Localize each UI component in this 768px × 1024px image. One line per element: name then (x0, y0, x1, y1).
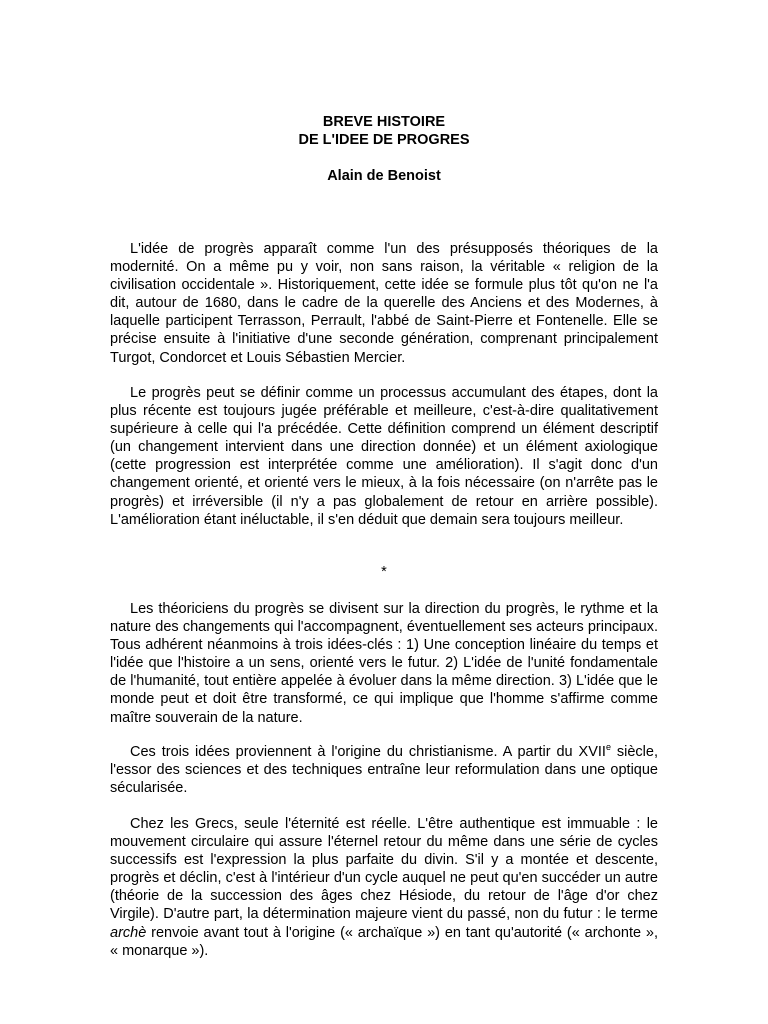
century-superscript: e (605, 742, 611, 753)
paragraph-5-text-start: Chez les Grecs, seule l'éternité est réelle. L'être authentique est immuable : le mouvement circulaire qui assure l'éternel retour du même dans une série de cycles successifs est l'expression la plus parfaite du divin. S'il y a montée et descente, progrès et déclin, c'est à l'intérieur d'un cycle auquel ne peut qu'en succéder un autre (théorie de la succession des âges chez Hésiode, du retour de l'âge d'or chez Virgile). D'autre part, la détermination majeure vient du passé, non du futur : le terme (110, 816, 658, 923)
title-line-1: BREVE HISTOIRE (322, 114, 446, 130)
paragraph-5-text-end: renvoie avant tout à l'origine (« archaïque ») en tant qu'autorité (« archonte », « monarque »). (110, 924, 658, 959)
paragraph-4-text-start: Ces trois idées proviennent à l'origine du christianisme. A partir du XVII (130, 744, 606, 760)
paragraph-4-text-end: siècle, l'essor des sciences et des techniques entraîne leur reformulation dans une optique sécularisée. (110, 744, 658, 797)
section-separator: * (381, 564, 387, 580)
paragraph-4 (110, 743, 658, 797)
paragraph-2: Le progrès peut se définir comme un processus accumulant des étapes, dont la plus récente est toujours jugée préférable et meilleure, c'est-à-dire qualitativement supérieure à celle qui l'a précédée. Cette définition comprend un élément descriptif (un changement intervient dans une direction donnée) et un élément axiologique (cette progression est interprétée comme une amélioration). Il s'agit donc d'un changement orienté, et orienté vers le mieux, à la fois nécessaire (on n'arrête pas le progrès) et irréversible (il n'y a pas globalement de retour en arrière possible). L'amélioration étant inéluctable, il s'en déduit que demain sera toujours meilleur. (110, 385, 658, 528)
paragraph-5 (110, 815, 658, 960)
title-line-2: DE L'IDEE DE PROGRES (298, 132, 470, 148)
paragraph-1: L'idée de progrès apparaît comme l'un des présupposés théoriques de la modernité. On a même pu y voir, non sans raison, la véritable « religion de la civilisation occidentale ». Historiquement, cette idée se formule plus tôt qu'on ne l'a dit, autour de 1680, dans le cadre de la querelle des Anciens et des Modernes, à laquelle participent Terrasson, Perrault, l'abbé de Saint-Pierre et Fontenelle. Elle se précise ensuite à l'initiative d'une seconde génération, comprenant principalement Turgot, Condorcet et Louis Sébastien Mercier. (110, 241, 658, 366)
paragraph-3: Les théoriciens du progrès se divisent sur la direction du progrès, le rythme et la nature des changements qui l'accompagnent, éventuellement ses acteurs principaux. Tous adhérent néanmoins à trois idées-clés : 1) Une conception linéaire du temps et l'idée que l'histoire a un sens, orienté vers le futur. 2) L'idée de l'unité fondamentale de l'humanité, tout entière appelée à évoluer dans la même direction. 3) L'idée que le monde peut et doit être transformé, ce qui implique que l'homme s'affirme comme maître souverain de la nature. (110, 601, 658, 726)
author-name: Alain de Benoist (327, 168, 441, 184)
italic-term: archè (110, 924, 147, 941)
